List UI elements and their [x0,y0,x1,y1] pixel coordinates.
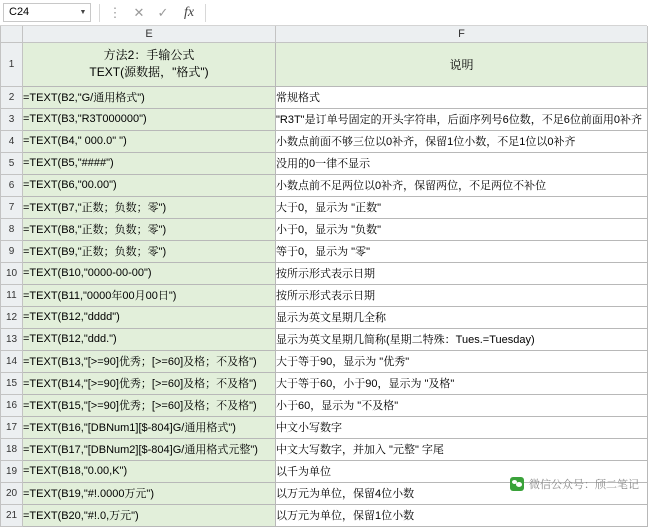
note-cell-f13[interactable]: 显示为英文星期几简称(星期二特殊：Tues.=Tuesday) [276,328,648,350]
dots-icon: ⋮ [108,4,122,20]
note-cell-f20[interactable]: 以万元为单位，保留4位小数 [276,482,648,504]
table-row [1,504,648,526]
row-header-17[interactable]: 17 [1,416,23,438]
formula-cell-e15[interactable]: =TEXT(B14,"[>=90]优秀；[>=60]及格；不及格") [23,372,276,394]
row-header-18[interactable]: 18 [1,438,23,460]
note-cell-f4[interactable]: 小数点前面不够三位以0补齐，保留1位小数，不足1位以0补齐 [276,130,648,152]
row-header-10[interactable]: 10 [1,262,23,284]
divider [99,4,100,22]
name-box[interactable] [3,3,91,22]
select-all-corner[interactable] [1,26,23,42]
formula-cell-e5[interactable]: =TEXT(B5,"####") [23,152,276,174]
table-row [1,262,648,284]
formula-cell-e2[interactable]: =TEXT(B2,"G/通用格式") [23,86,276,108]
table-row [1,108,648,130]
header-cell-e1[interactable] [23,42,276,86]
formula-bar-buttons [106,6,198,20]
row-header-8[interactable]: 8 [1,218,23,240]
column-header-f[interactable]: F [276,26,648,42]
row-header-21[interactable]: 21 [1,504,23,526]
formula-cell-e11[interactable]: =TEXT(B11,"0000年00月00日") [23,284,276,306]
confirm-icon[interactable]: ✓ [157,4,169,20]
table-row [1,42,648,86]
table-row [1,416,648,438]
row-header-3[interactable]: 3 [1,108,23,130]
table-row [1,482,648,504]
table-row [1,174,648,196]
spreadsheet-grid[interactable] [0,26,647,522]
note-cell-f17[interactable]: 中文小写数字 [276,416,648,438]
table-row [1,394,648,416]
note-cell-f19[interactable]: 以千为单位 [276,460,648,482]
note-cell-f16[interactable]: 小于60，显示为 "不及格" [276,394,648,416]
formula-cell-e9[interactable]: =TEXT(B9,"正数；负数；零") [23,240,276,262]
row-header-4[interactable]: 4 [1,130,23,152]
column-header-row [1,26,648,42]
formula-cell-e18[interactable]: =TEXT(B17,"[DBNum2][$-804]G/通用格式元整") [23,438,276,460]
note-cell-f12[interactable]: 显示为英文星期几全称 [276,306,648,328]
row-header-15[interactable]: 15 [1,372,23,394]
formula-cell-e12[interactable]: =TEXT(B12,"dddd") [23,306,276,328]
formula-input[interactable] [213,3,647,22]
table-row [1,372,648,394]
chevron-down-icon[interactable]: ▼ [79,9,87,16]
table-row [1,196,648,218]
row-header-1[interactable]: 1 [1,42,23,86]
table-row [1,328,648,350]
table-row [1,152,648,174]
cancel-icon[interactable]: ✕ [133,4,145,20]
insert-function-icon[interactable]: fx [183,4,195,20]
row-header-6[interactable]: 6 [1,174,23,196]
formula-bar [0,0,647,26]
table-row [1,284,648,306]
note-cell-f2[interactable]: 常规格式 [276,86,648,108]
formula-cell-e21[interactable]: =TEXT(B20,"#!.0,万元") [23,504,276,526]
note-cell-f18[interactable]: 中文大写数字，并加入 "元整" 字尾 [276,438,648,460]
note-cell-f6[interactable]: 小数点前不足两位以0补齐，保留两位，不足两位不补位 [276,174,648,196]
row-header-2[interactable]: 2 [1,86,23,108]
grid-table [0,26,648,527]
table-row [1,306,648,328]
header-cell-f1[interactable]: 说明 [276,42,648,86]
table-row [1,240,648,262]
header-line-2: TEXT(源数据，"格式") [89,65,209,79]
table-row [1,130,648,152]
formula-cell-e4[interactable]: =TEXT(B4," 000.0" ") [23,130,276,152]
row-header-13[interactable]: 13 [1,328,23,350]
table-row [1,438,648,460]
formula-cell-e14[interactable]: =TEXT(B13,"[>=90]优秀；[>=60]及格；不及格") [23,350,276,372]
note-cell-f5[interactable]: 没用的0一律不显示 [276,152,648,174]
row-header-20[interactable]: 20 [1,482,23,504]
formula-cell-e10[interactable]: =TEXT(B10,"0000-00-00") [23,262,276,284]
formula-cell-e19[interactable]: =TEXT(B18,"0.00,K") [23,460,276,482]
formula-cell-e17[interactable]: =TEXT(B16,"[DBNum1][$-804]G/通用格式") [23,416,276,438]
row-header-14[interactable]: 14 [1,350,23,372]
note-cell-f8[interactable]: 小于0，显示为 "负数" [276,218,648,240]
row-header-19[interactable]: 19 [1,460,23,482]
note-cell-f10[interactable]: 按所示形式表示日期 [276,262,648,284]
note-cell-f15[interactable]: 大于等于60，小于90，显示为 "及格" [276,372,648,394]
note-cell-f9[interactable]: 等于0，显示为 "零" [276,240,648,262]
row-header-9[interactable]: 9 [1,240,23,262]
table-row [1,218,648,240]
name-box-value: C24 [9,6,30,18]
column-header-e[interactable]: E [23,26,276,42]
note-cell-f21[interactable]: 以万元为单位，保留1位小数 [276,504,648,526]
header-line-1: 方法2：手输公式 [103,48,195,62]
formula-cell-e8[interactable]: =TEXT(B8,"正数；负数；零") [23,218,276,240]
note-cell-f3[interactable]: "R3T"是订单号固定的开头字符串，后面序列号6位数，不足6位前面用0补齐 [276,108,648,130]
formula-cell-e6[interactable]: =TEXT(B6,"00.00") [23,174,276,196]
divider-2 [205,4,206,22]
note-cell-f14[interactable]: 大于等于90，显示为 "优秀" [276,350,648,372]
formula-cell-e7[interactable]: =TEXT(B7,"正数；负数；零") [23,196,276,218]
row-header-7[interactable]: 7 [1,196,23,218]
formula-cell-e13[interactable]: =TEXT(B12,"ddd.") [23,328,276,350]
note-cell-f11[interactable]: 按所示形式表示日期 [276,284,648,306]
table-row [1,86,648,108]
table-row [1,350,648,372]
row-header-5[interactable]: 5 [1,152,23,174]
formula-cell-e16[interactable]: =TEXT(B15,"[>=90]优秀；[>=60]及格；不及格") [23,394,276,416]
formula-cell-e3[interactable]: =TEXT(B3,"R3T000000") [23,108,276,130]
watermark-text: 微信公众号：颀二笔记 [529,479,639,491]
note-cell-f7[interactable]: 大于0，显示为 "正数" [276,196,648,218]
formula-cell-e20[interactable]: =TEXT(B19,"#!.0000万元") [23,482,276,504]
table-row [1,460,648,482]
row-header-12[interactable]: 12 [1,306,23,328]
row-header-11[interactable]: 11 [1,284,23,306]
row-header-16[interactable]: 16 [1,394,23,416]
